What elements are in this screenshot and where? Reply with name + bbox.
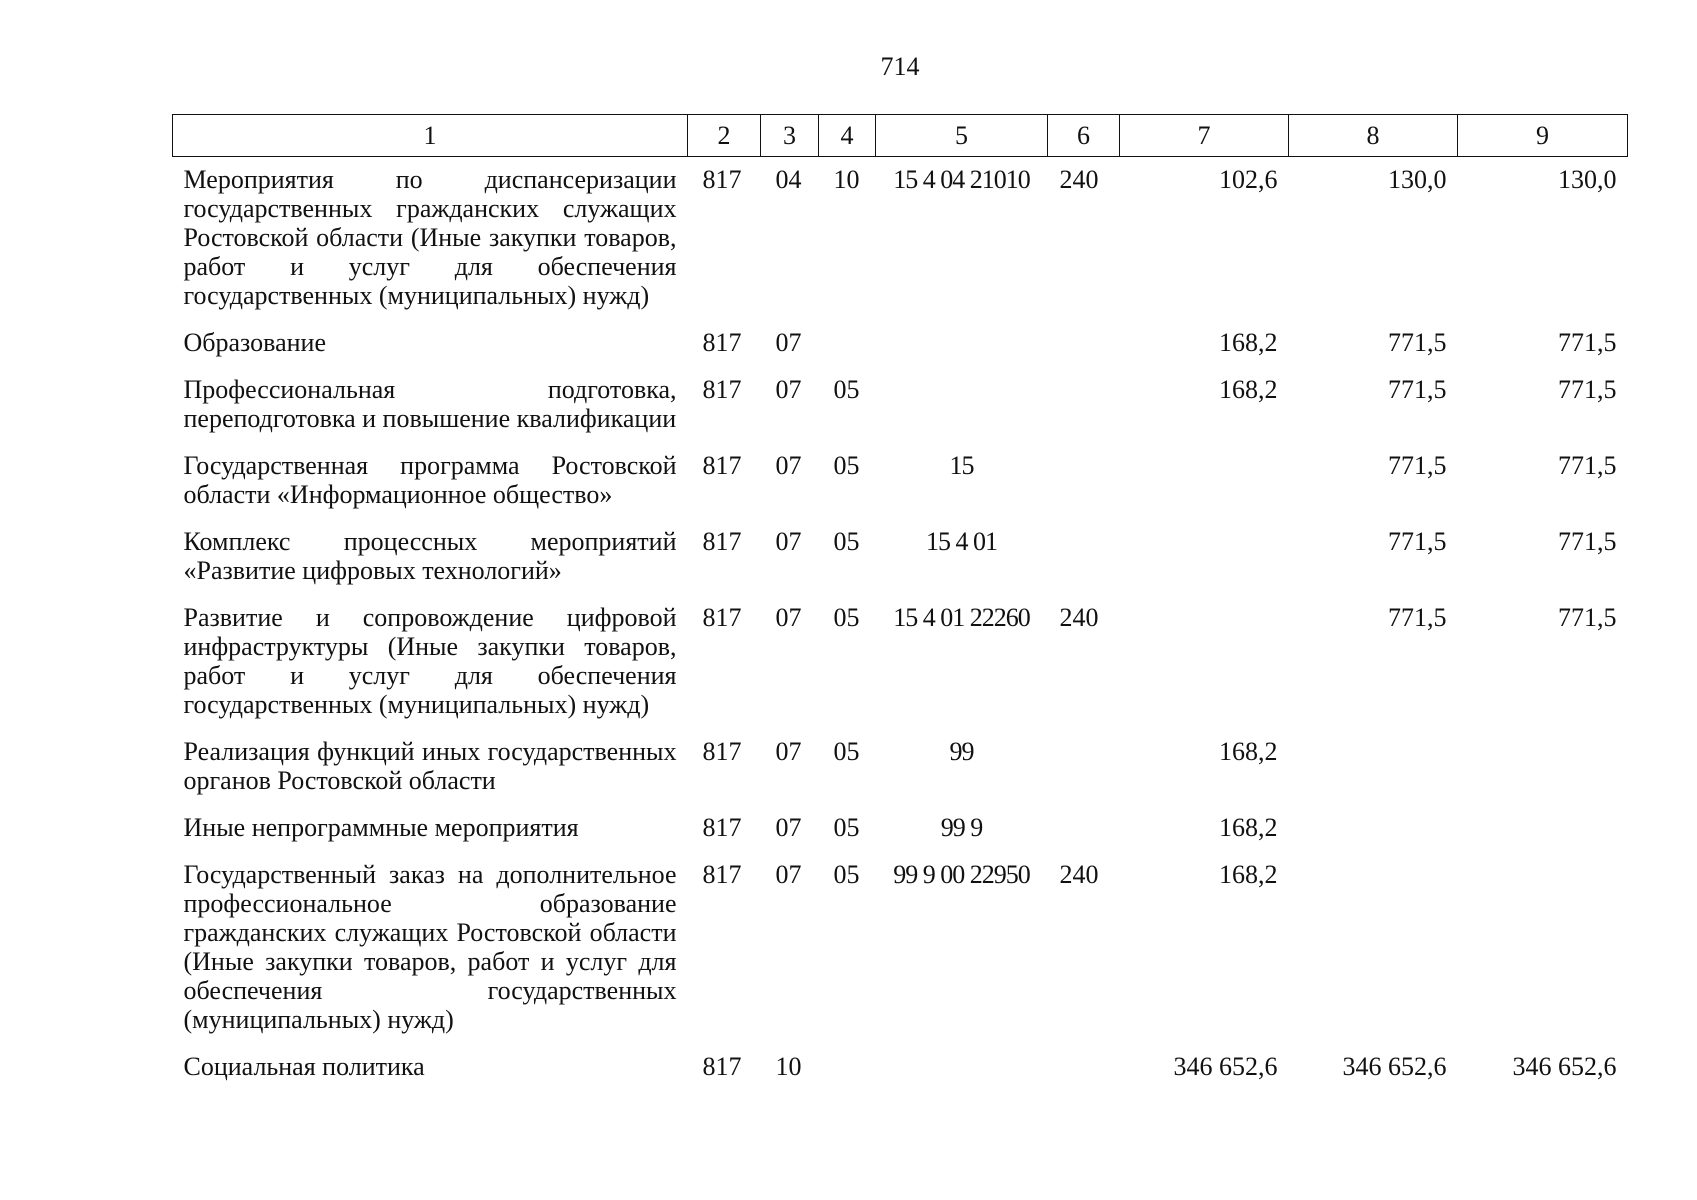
- row-name: Социальная политика: [183, 1052, 425, 1081]
- header-cell: 3: [761, 115, 819, 157]
- row-expense-type: [1048, 320, 1120, 367]
- row-name: Образование: [183, 328, 327, 357]
- row-name: Реализация функций иных государственных органов Ростовской области: [183, 737, 677, 795]
- header-cell: 9: [1458, 115, 1628, 157]
- row-amount-col9: 771,5: [1558, 328, 1617, 357]
- row-expense-type: 240: [1059, 603, 1099, 632]
- row-name: Иные непрограммные мероприятия: [183, 813, 579, 842]
- row-ministry: 817: [702, 451, 742, 480]
- row-subsection: 05: [833, 527, 860, 556]
- row-amount-col9: 771,5: [1558, 527, 1617, 556]
- row-amount-col7: 168,2: [1219, 737, 1278, 766]
- table-row: [173, 595, 1628, 729]
- row-target-item: [876, 367, 1048, 443]
- row-ministry: 817: [702, 603, 742, 632]
- row-section: 07: [775, 737, 802, 766]
- row-amount-col7: 168,2: [1219, 813, 1278, 842]
- header-row: [173, 115, 1628, 157]
- page-number: 714: [880, 52, 920, 81]
- row-target-item: 99 9: [940, 813, 983, 842]
- row-subsection: 05: [833, 860, 860, 889]
- header-cell: 5: [876, 115, 1048, 157]
- row-amount-col7: [1120, 443, 1289, 519]
- row-expense-type: [1048, 519, 1120, 595]
- row-amount-col7: 346 652,6: [1173, 1052, 1278, 1081]
- row-ministry: 817: [702, 328, 742, 357]
- header-cell: 8: [1289, 115, 1458, 157]
- row-amount-col9: [1458, 805, 1628, 852]
- row-subsection: 05: [833, 813, 860, 842]
- table-row: [173, 1044, 1628, 1091]
- header-cell: 7: [1120, 115, 1289, 157]
- row-target-item: [876, 1044, 1048, 1091]
- row-expense-type: [1048, 729, 1120, 805]
- row-expense-type: [1048, 805, 1120, 852]
- row-amount-col8: 771,5: [1388, 603, 1447, 632]
- table-row: [173, 367, 1628, 443]
- row-section: 07: [775, 603, 802, 632]
- row-amount-col9: [1458, 852, 1628, 1044]
- row-subsection: 05: [833, 603, 860, 632]
- row-expense-type: 240: [1059, 165, 1099, 194]
- row-amount-col9: 771,5: [1558, 603, 1617, 632]
- row-section: 07: [775, 860, 802, 889]
- table-row: [173, 320, 1628, 367]
- row-subsection: 05: [833, 375, 860, 404]
- header-cell: 6: [1048, 115, 1120, 157]
- table-row: [173, 519, 1628, 595]
- table-row: [173, 729, 1628, 805]
- header-cell: 1: [173, 115, 688, 157]
- row-amount-col8: 771,5: [1388, 527, 1447, 556]
- row-section: 07: [775, 813, 802, 842]
- row-amount-col7: 168,2: [1219, 328, 1278, 357]
- row-subsection: [819, 320, 876, 367]
- table-row: [173, 157, 1628, 321]
- row-subsection: 05: [833, 451, 860, 480]
- row-subsection: 10: [833, 165, 860, 194]
- row-name: Мероприятия по диспансеризации государственных гражданских служащих Ростовской области (Иные закупки товаров, работ и услуг для обеспечения государственных (муниципальных) нужд): [183, 165, 677, 310]
- row-amount-col7: [1120, 595, 1289, 729]
- row-ministry: 817: [702, 1052, 742, 1081]
- row-amount-col8: 771,5: [1388, 451, 1447, 480]
- row-amount-col7: 168,2: [1219, 375, 1278, 404]
- row-ministry: 817: [702, 737, 742, 766]
- row-section: 07: [775, 527, 802, 556]
- row-target-item: 99 9 00 22950: [893, 860, 1030, 889]
- row-amount-col8: 346 652,6: [1342, 1052, 1447, 1081]
- row-amount-col8: [1289, 852, 1458, 1044]
- table-row: [173, 443, 1628, 519]
- row-expense-type: 240: [1059, 860, 1099, 889]
- row-ministry: 817: [702, 813, 742, 842]
- row-target-item: [876, 320, 1048, 367]
- row-amount-col8: [1289, 805, 1458, 852]
- row-expense-type: [1048, 367, 1120, 443]
- row-target-item: 99: [949, 737, 974, 766]
- row-section: 07: [775, 328, 802, 357]
- row-expense-type: [1048, 443, 1120, 519]
- row-ministry: 817: [702, 860, 742, 889]
- row-expense-type: [1048, 1044, 1120, 1091]
- row-name: Комплекс процессных мероприятий «Развитие цифровых технологий»: [183, 527, 677, 585]
- row-ministry: 817: [702, 165, 742, 194]
- header-cell: 4: [819, 115, 876, 157]
- row-amount-col8: 771,5: [1388, 328, 1447, 357]
- row-amount-col9: 771,5: [1558, 451, 1617, 480]
- row-amount-col8: [1289, 729, 1458, 805]
- row-target-item: 15 4 01: [926, 527, 997, 556]
- row-name: Профессиональная подготовка, переподготовка и повышение квалификации: [183, 375, 677, 433]
- row-amount-col9: 346 652,6: [1512, 1052, 1617, 1081]
- table-row: [173, 852, 1628, 1044]
- row-name: Государственная программа Ростовской области «Информационное общество»: [183, 451, 677, 509]
- row-name: Развитие и сопровождение цифровой инфраструктуры (Иные закупки товаров, работ и услуг для обеспечения государственных (муниципальных) нужд): [183, 603, 677, 719]
- row-amount-col7: 168,2: [1219, 860, 1278, 889]
- row-amount-col9: 771,5: [1558, 375, 1617, 404]
- row-amount-col8: 771,5: [1388, 375, 1447, 404]
- row-subsection: [819, 1044, 876, 1091]
- row-amount-col9: 130,0: [1558, 165, 1617, 194]
- row-section: 10: [775, 1052, 802, 1081]
- table-row: [173, 805, 1628, 852]
- row-amount-col9: [1458, 729, 1628, 805]
- row-amount-col7: 102,6: [1219, 165, 1278, 194]
- row-ministry: 817: [702, 527, 742, 556]
- row-section: 07: [775, 451, 802, 480]
- row-subsection: 05: [833, 737, 860, 766]
- row-target-item: 15 4 04 21010: [893, 165, 1030, 194]
- row-target-item: 15: [949, 451, 974, 480]
- row-section: 04: [775, 165, 802, 194]
- row-amount-col7: [1120, 519, 1289, 595]
- row-target-item: 15 4 01 22260: [893, 603, 1030, 632]
- budget-table: [172, 114, 1628, 1091]
- row-amount-col8: 130,0: [1388, 165, 1447, 194]
- row-name: Государственный заказ на дополнительное профессиональное образование гражданских служащих Ростовской области (Иные закупки товаров, работ и услуг для обеспечения государственных (муниципальных) нужд): [183, 860, 677, 1034]
- row-ministry: 817: [702, 375, 742, 404]
- row-section: 07: [775, 375, 802, 404]
- header-cell: 2: [688, 115, 761, 157]
